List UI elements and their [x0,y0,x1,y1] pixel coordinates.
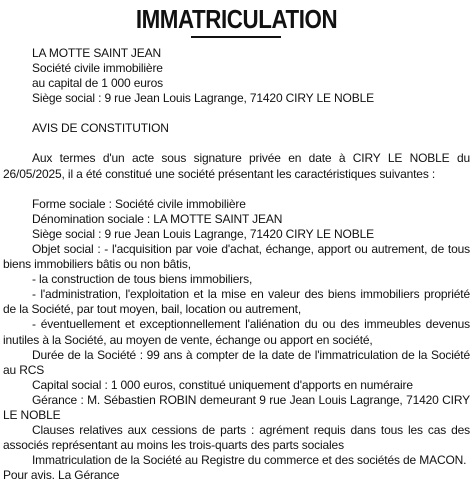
company-name: LA MOTTE SAINT JEAN [32,46,161,60]
detail-denomination: Dénomination sociale : LA MOTTE SAINT JEAN [32,211,283,226]
company-type: Société civile immobilière [32,61,163,76]
detail-capital: Capital social : 1 000 euros, constitué uniquement d'apports en numéraire [32,377,413,392]
notice-body [3,46,470,483]
company-seat: Siège social : 9 rue Jean Louis Lagrange, 71420 CIRY LE NOBLE [32,91,374,106]
detail-purpose-construction: - la construction de tous biens immobiliers, [32,272,253,287]
spacer [3,182,470,197]
intro-paragraph: Aux termes d'un acte sous signature privée en date à CIRY LE NOBLE du 26/05/2025, il a été constitué une société présentant les caractéristiques suivantes : [3,151,470,181]
detail-purpose-disposal: - éventuellement et exceptionnellement l'aliénation du ou des immeubles devenus inutiles à la Société, au moyen de vente, échange ou apport en société, [3,317,470,347]
closing-line: Pour avis. La Gérance [3,468,120,483]
detail-registration: Immatriculation de la Société au Registre du commerce et des sociétés de MACON. [32,453,467,468]
detail-form: Forme sociale : Société civile immobilière [32,196,246,211]
detail-purpose: Objet social : - l'acquisition par voie d'achat, échange, apport ou autrement, de tous biens immobiliers bâtis ou non bâtis, [3,241,470,272]
notice-heading: IMMATRICULATION [135,4,338,34]
spacer [3,106,470,121]
detail-manager: Gérance : M. Sébastien ROBIN demeurant 9 rue Jean Louis Lagrange, 71420 CIRY LE NOBLE [3,392,470,422]
detail-seat: Siège social : 9 rue Jean Louis Lagrange, 71420 CIRY LE NOBLE [32,226,374,241]
company-capital: au capital de 1 000 euros [32,76,164,91]
heading-underline [191,36,281,38]
spacer [3,136,470,151]
detail-duration: Durée de la Société : 99 ans à compter de la date de l'immatriculation de la Société au RCS [3,347,470,377]
notice-title: AVIS DE CONSTITUTION [32,121,169,136]
detail-transfer-clauses: Clauses relatives aux cessions de parts : agrément requis dans tous les cas des associés représentant au moins les trois-quarts des parts sociales [3,423,470,453]
detail-purpose-administration: - l'administration, l'exploitation et la mise en valeur des biens immobiliers propriété de la Société, par tout moyen, bail, location ou autrement, [3,287,470,317]
